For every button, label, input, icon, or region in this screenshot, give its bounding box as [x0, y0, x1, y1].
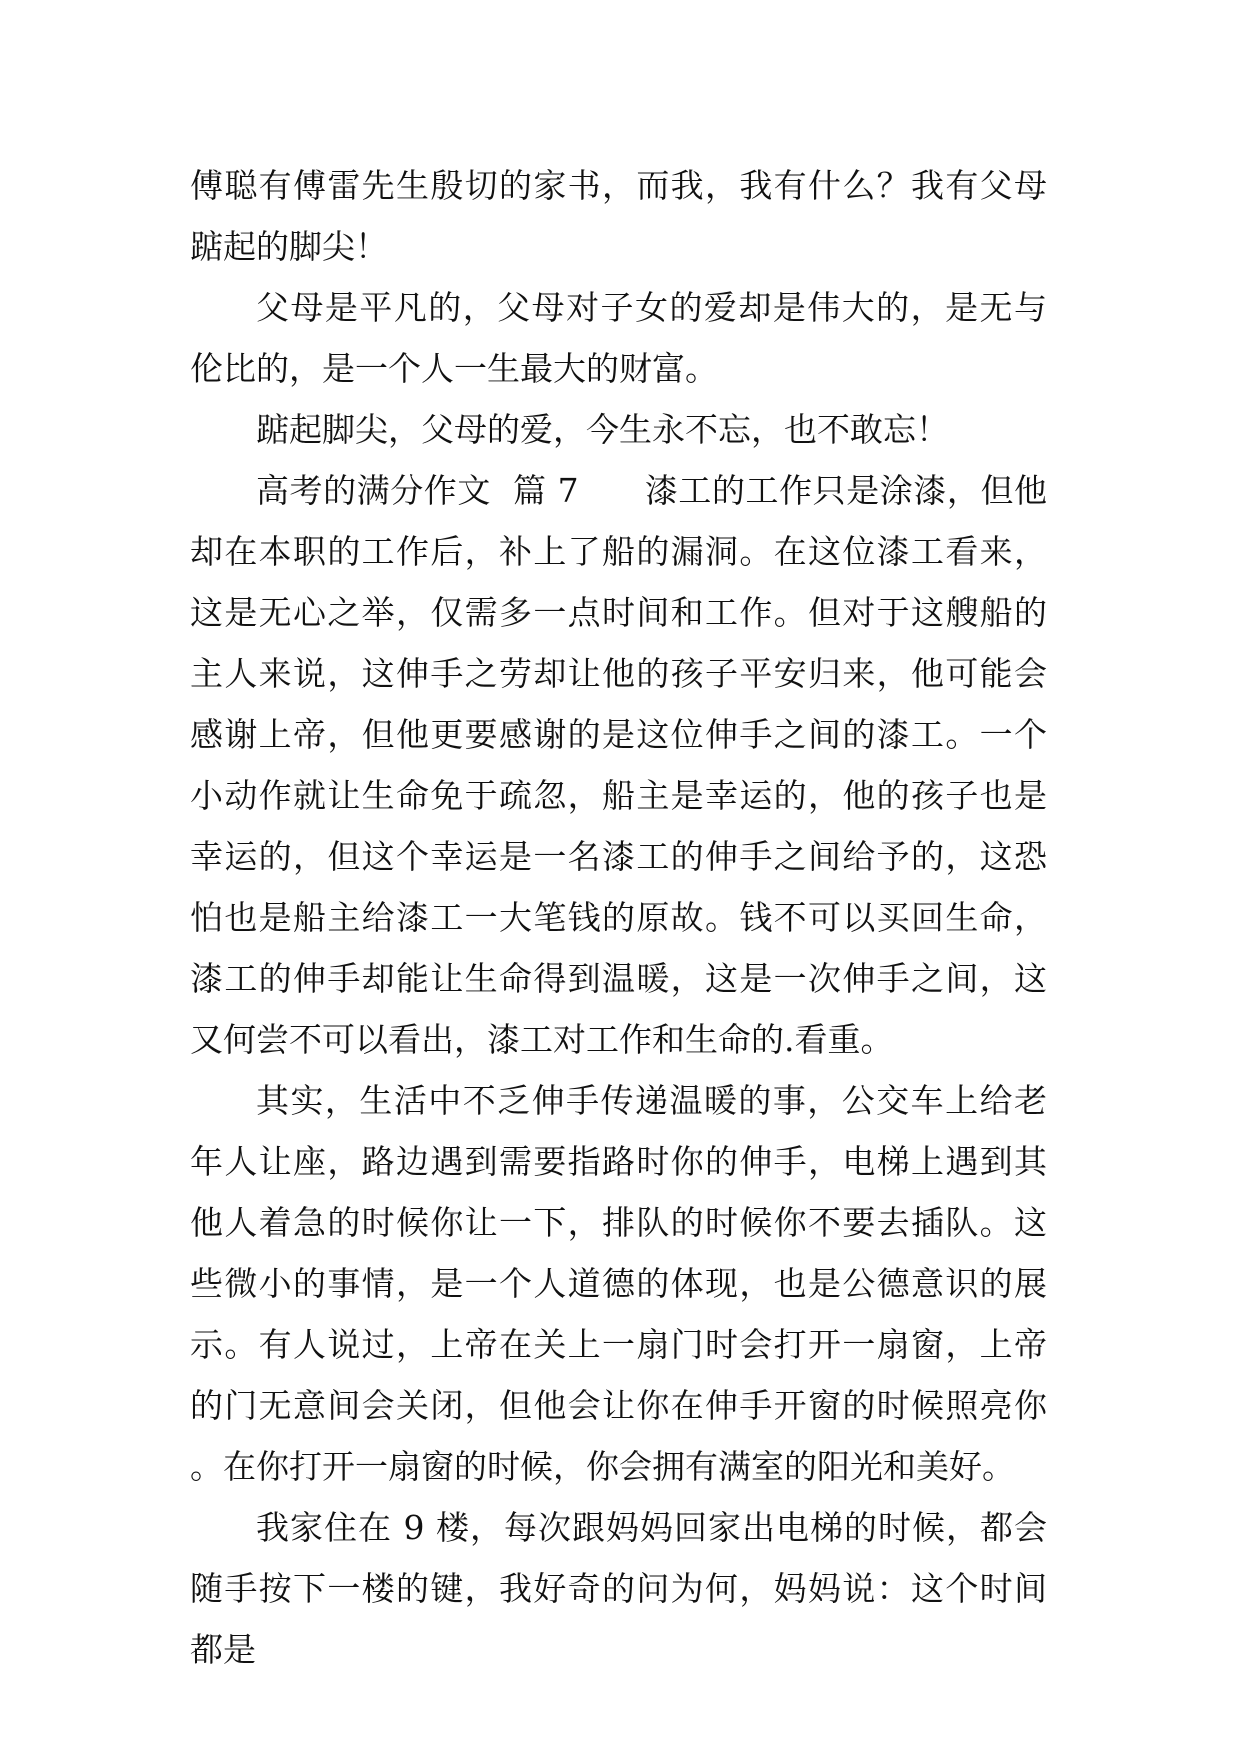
- paragraph-5: 其实，生活中不乏伸手传递温暖的事，公交车上给老年人让座，路边遇到需要指路时你的伸手，电梯上遇到其他人着急的时候你让一下，排队的时候你不要去插队。这些微小的事情，是一个人道德的体现，也是公德意识的展示。有人说过，上帝在关上一扇门时会打开一扇窗，上帝的门无意间会关闭，但他会让你在伸手开窗的时候照亮你。在你打开一扇窗的时候，你会拥有满室的阳光和美好。: [190, 1081, 1047, 1486]
- paragraph-2: 父母是平凡的，父母对子女的爱却是伟大的，是无与伦比的，是一个人一生最大的财富。: [190, 288, 1047, 388]
- paragraph-1: 傅聪有傅雷先生殷切的家书，而我，我有什么？我有父母踮起的脚尖！: [190, 166, 1047, 266]
- paragraph-6: 我家住在 9 楼，每次跟妈妈回家出电梯的时候，都会随手按下一楼的键，我好奇的问为何，妈妈说：这个时间都是: [190, 1508, 1047, 1669]
- paragraph-3: 踮起脚尖，父母的爱，今生永不忘，也不敢忘！: [256, 410, 949, 449]
- paragraph-4: 高考的满分作文 篇 7 漆工的工作只是涂漆，但他却在本职的工作后，补上了船的漏洞。在这位漆工看来，这是无心之举，仅需多一点时间和工作。但对于这艘船的主人来说，这伸手之劳却让他的孩子平安归来，他可能会感谢上帝，但他更要感谢的是这位伸手之间的漆工。一个小动作就让生命免于疏忽，船主是幸运的，他的孩子也是幸运的，但这个幸运是一名漆工的伸手之间给予的，这恐怕也是船主给漆工一大笔钱的原故。钱不可以买回生命，漆工的伸手却能让生命得到温暖，这是一次伸手之间，这又何尝不可以看出，漆工对工作和生命的.看重。: [190, 471, 1047, 1059]
- document-body: [190, 155, 1047, 1680]
